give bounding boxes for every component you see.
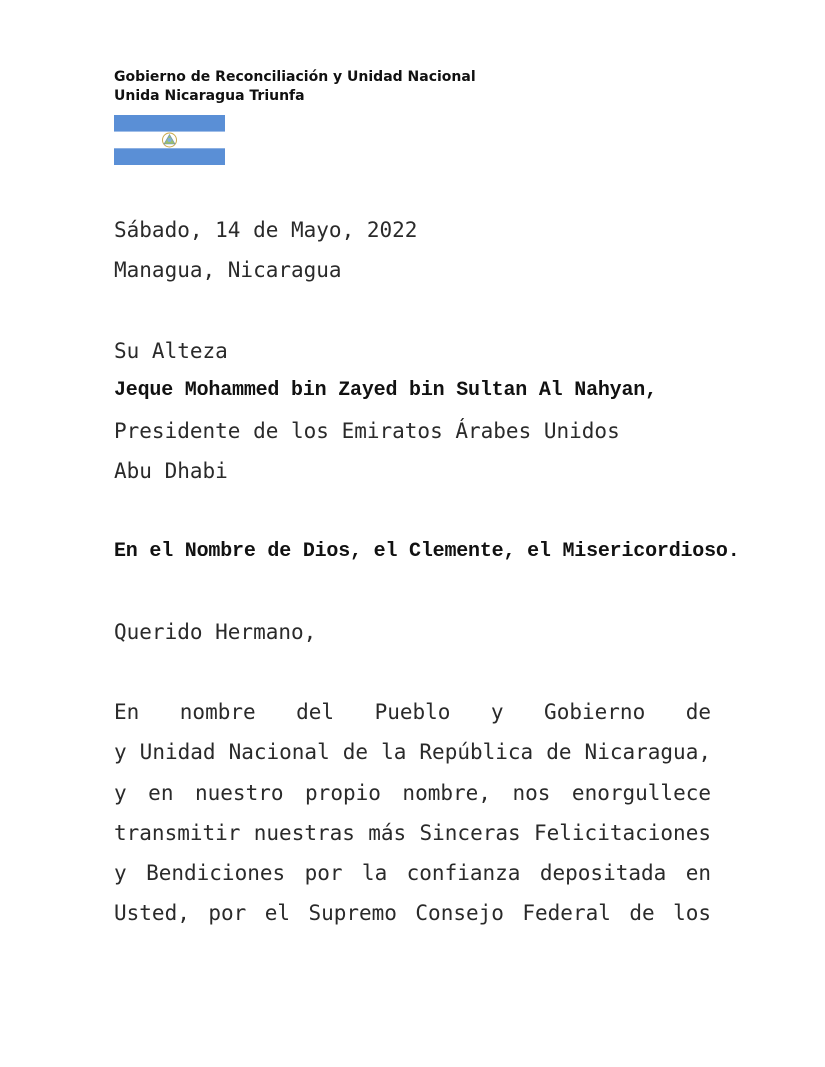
letter-date: Sábado, 14 de Mayo, 2022 xyxy=(114,218,418,242)
body-line: y Bendiciones por la confianza depositada en xyxy=(114,861,711,885)
spacer xyxy=(114,491,714,531)
letterhead-slogan: Unida Nicaragua Triunfa xyxy=(114,88,305,104)
spacer xyxy=(114,572,714,612)
nicaragua-flag-icon xyxy=(114,115,225,165)
letterhead-government-name: Gobierno de Reconciliación y Unidad Nacional xyxy=(114,69,476,85)
letterhead xyxy=(114,68,476,106)
body-line: y Unidad Nacional de la República de Nicaragua, xyxy=(114,740,711,765)
invocation: En el Nombre de Dios, el Clemente, el Misericordioso. xyxy=(114,539,740,563)
recipient-city: Abu Dhabi xyxy=(114,459,228,484)
body-line: En nombre del Pueblo y Gobierno de xyxy=(114,700,711,725)
recipient-position: Presidente de los Emiratos Árabes Unidos xyxy=(114,418,620,443)
letter-place: Managua, Nicaragua xyxy=(114,258,342,283)
recipient-name: Jeque Mohammed bin Zayed bin Sultan Al Nahyan, xyxy=(114,378,657,402)
recipient-title: Su Alteza xyxy=(114,338,228,363)
body-line: y en nuestro propio nombre, nos enorgullece xyxy=(114,780,711,805)
spacer xyxy=(114,652,714,692)
letter-body xyxy=(114,210,740,933)
greeting: Querido Hermano, xyxy=(114,619,317,644)
body-line: transmitir nuestras más Sinceras Felicitaciones xyxy=(114,820,711,845)
body-line: Usted, por el Supremo Consejo Federal de los xyxy=(114,901,711,926)
spacer xyxy=(114,290,714,330)
